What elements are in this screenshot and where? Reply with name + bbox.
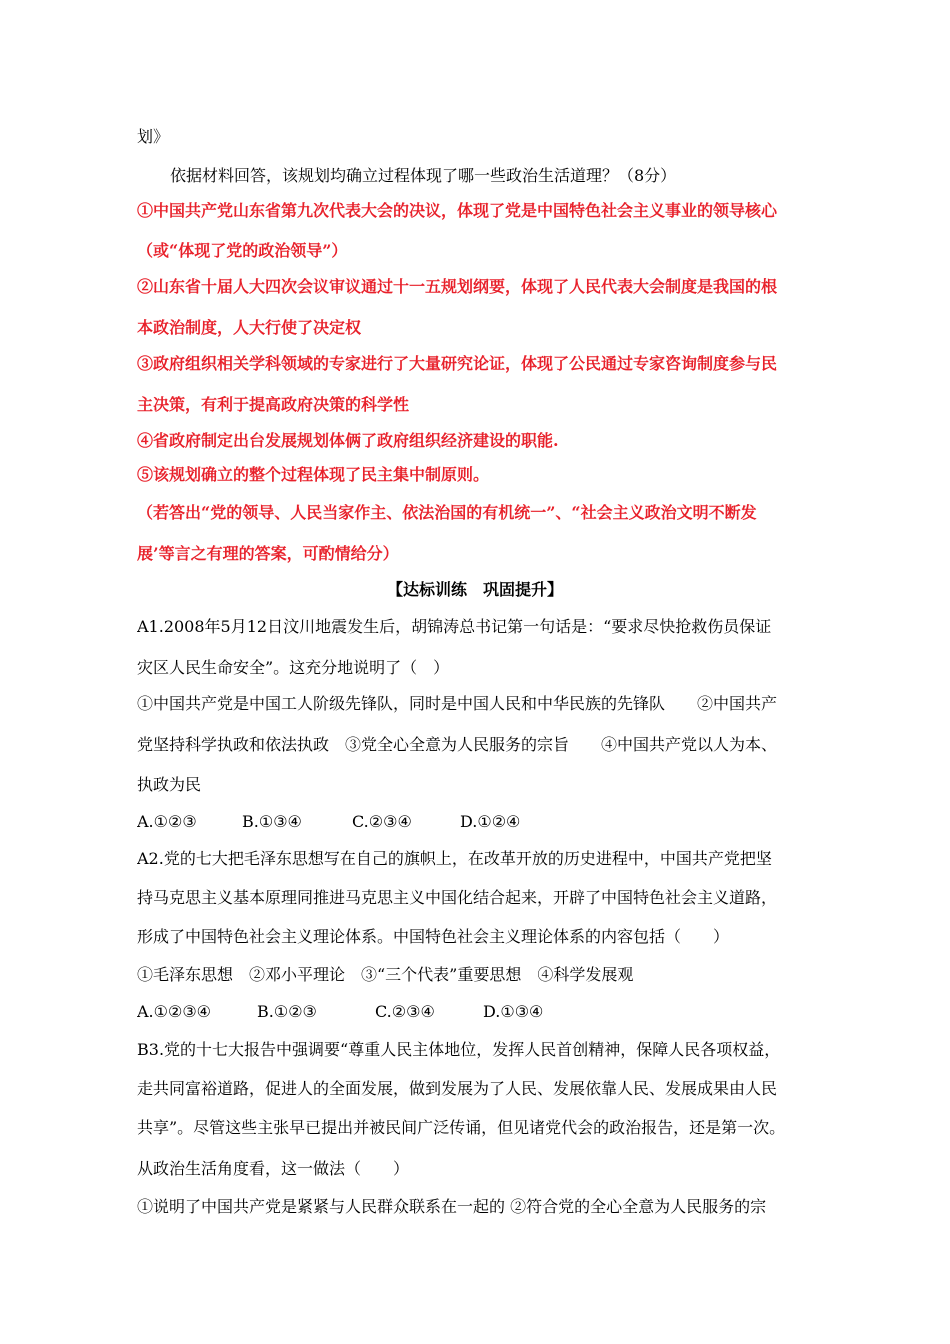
q2-option-a: A.①②③④ [137, 1002, 212, 1021]
q3-line-1: B3.党的十七大报告中强调要“尊重人民主体地位，发挥人民首创精神，保障人民各项权益， [137, 1040, 781, 1059]
q2-line-3: 形成了中国特色社会主义理论体系。中国特色社会主义理论体系的内容包括（ ） [137, 927, 730, 946]
q1-option-c: C.②③④ [352, 812, 412, 831]
q1-option-a: A.①②③ [137, 812, 197, 831]
section-title: 【达标训练 巩固提升】 [386, 580, 563, 599]
answer-line-9: （若答出“党的领导、人民当家作主、依法治国的有机统一”、“社会主义政治文明不断发 [137, 503, 757, 522]
question-text: 依据材料回答，该规划均确立过程体现了哪一些政治生活道理？（8分） [170, 166, 677, 185]
q2-option-c: C.②③④ [375, 1002, 435, 1021]
q1-option-b: B.①③④ [242, 812, 302, 831]
answer-line-2: （或“体现了党的政治领导”） [137, 241, 348, 260]
q3-line-3: 共享”。尽管这些主张早已提出并被民间广泛传诵，但见诸党代会的政治报告，还是第一次。 [137, 1118, 786, 1137]
top-fragment: 划》 [137, 127, 170, 146]
answer-line-1: ①中国共产党山东省第九次代表大会的决议，体现了党是中国特色社会主义事业的领导核心 [137, 201, 778, 220]
answer-line-5: ③政府组织相关学科领域的专家进行了大量研究论证，体现了公民通过专家咨询制度参与民 [137, 354, 778, 373]
q3-line-4: 从政治生活角度看，这一做法（ ） [137, 1159, 410, 1178]
q1-option-d: D.①②④ [460, 812, 521, 831]
q2-option-d: D.①③④ [483, 1002, 544, 1021]
answer-line-6: 主决策，有利于提高政府决策的科学性 [137, 395, 410, 414]
q1-line-5: 执政为民 [137, 775, 202, 794]
answer-line-7: ④省政府制定出台发展规划体俩了政府组织经济建设的职能. [137, 431, 559, 450]
q1-line-3: ①中国共产党是中国工人阶级先锋队，同时是中国人民和中华民族的先锋队 ②中国共产 [137, 694, 778, 713]
q2-line-2: 持马克思主义基本原理同推进马克思主义中国化结合起来，开辟了中国特色社会主义道路， [137, 888, 778, 907]
answer-line-10: 展’等言之有理的答案，可酌情给分） [137, 544, 399, 563]
q2-line-4: ①毛泽东思想 ②邓小平理论 ③“三个代表”重要思想 ④科学发展观 [137, 965, 634, 984]
q1-line-4: 党坚持科学执政和依法执政 ③党全心全意为人民服务的宗旨 ④中国共产党以人为本、 [137, 735, 778, 754]
q1-options [137, 811, 827, 833]
q3-line-2: 走共同富裕道路，促进人的全面发展，做到发展为了人民、发展依靠人民、发展成果由人民 [137, 1079, 778, 1098]
q2-line-1: A2.党的七大把毛泽东思想写在自己的旗帜上，在改革开放的历史进程中，中国共产党把坚 [137, 849, 772, 868]
q1-line-1: A1.2008年5月12日汶川地震发生后，胡锦涛总书记第一句话是：“要求尽快抢救伤员保证 [137, 617, 772, 636]
answer-line-4: 本政治制度，人大行使了决定权 [137, 318, 362, 337]
answer-line-8: ⑤该规划确立的整个过程体现了民主集中制原则。 [137, 465, 490, 484]
q1-line-2: 灾区人民生命安全”。这充分地说明了（ ） [137, 658, 450, 677]
answer-line-3: ②山东省十届人大四次会议审议通过十一五规划纲要，体现了人民代表大会制度是我国的根 [137, 277, 778, 296]
q2-options [137, 1001, 827, 1023]
q2-option-b: B.①②③ [257, 1002, 317, 1021]
q3-line-5: ①说明了中国共产党是紧紧与人民群众联系在一起的 ②符合党的全心全意为人民服务的宗 [137, 1197, 767, 1216]
